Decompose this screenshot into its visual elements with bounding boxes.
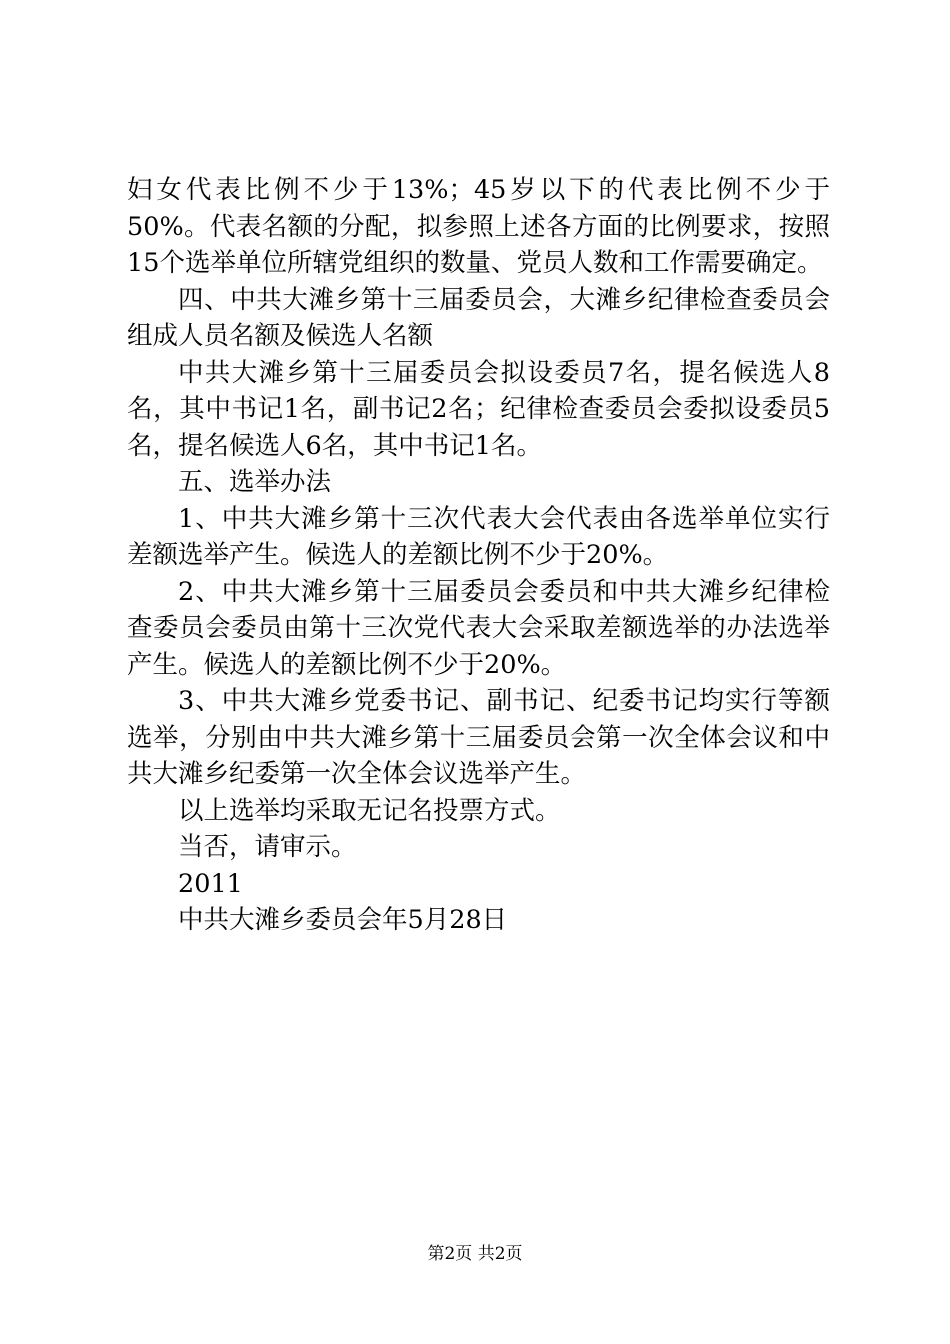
paragraph-election-rule-2: 2、中共大滩乡第十三届委员会委员和中共大滩乡纪律检查委员会委员由第十三次党代表大会采取差额选举的办法选举产生。候选人的差额比例不少于20%。 bbox=[127, 576, 830, 680]
section-heading-five: 五、选举办法 bbox=[178, 467, 332, 497]
paragraph-election-rule-3: 3、中共大滩乡党委书记、副书记、纪委书记均实行等额选举，分别由中共大滩乡第十三届委员会第一次全体会议和中共大滩乡纪委第一次全体会议选举产生。 bbox=[127, 686, 830, 789]
section-heading-four: 四、中共大滩乡第十三届委员会，大滩乡纪律检查委员会组成人员名额及候选人名额 bbox=[127, 284, 830, 351]
paragraph-request-review: 当否，请审示。 bbox=[178, 832, 357, 862]
paragraph-year: 2011 bbox=[178, 868, 243, 899]
paragraph-representation-ratio: 妇女代表比例不少于13%；45岁以下的代表比例不少于50%。代表名额的分配，拟参照上述各方面的比例要求，按照15个选举单位所辖党组织的数量、党员人数和工作需要确定。 bbox=[127, 175, 830, 278]
paragraph-signature-date: 中共大滩乡委员会年5月28日 bbox=[178, 905, 508, 935]
paragraph-committee-quota: 中共大滩乡第十三届委员会拟设委员7名，提名候选人8名，其中书记1名，副书记2名；纪律检查委员会委拟设委员5名，提名候选人6名，其中书记1名。 bbox=[127, 357, 830, 461]
paragraph-election-rule-1: 1、中共大滩乡第十三次代表大会代表由各选举单位实行差额选举产生。候选人的差额比例不少于20%。 bbox=[127, 503, 830, 570]
document-body bbox=[127, 172, 830, 939]
page-number-footer: 第2页 共2页 bbox=[427, 1244, 523, 1264]
paragraph-secret-ballot: 以上选举均采取无记名投票方式。 bbox=[178, 795, 561, 826]
